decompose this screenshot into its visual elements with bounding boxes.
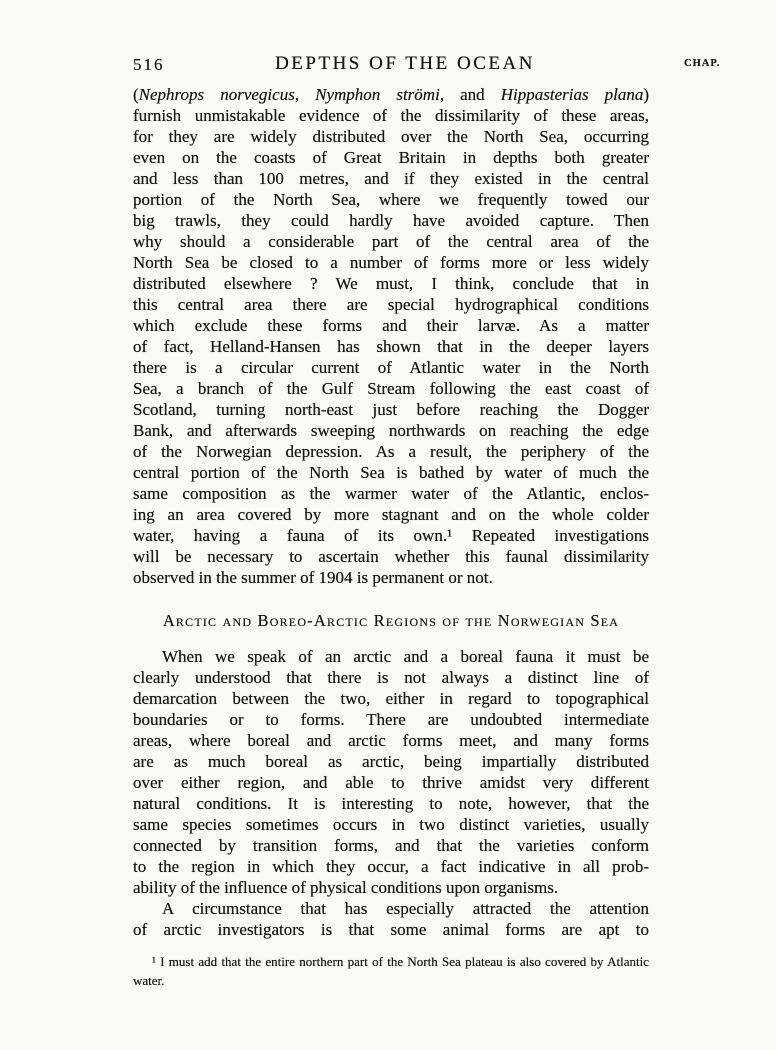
text-line: natural conditions. It is interesting to note, however, that the xyxy=(133,794,649,813)
chapter-label: CHAP. xyxy=(684,58,721,69)
text-line: of the Norwegian depression. As a result, the periphery of the xyxy=(133,442,649,461)
text-line: same composition as the warmer water of the Atlantic, enclos- xyxy=(133,484,649,503)
text-block xyxy=(133,84,649,990)
paragraph-arctic-boreal xyxy=(133,646,649,898)
section-heading: Arctic and Boreo-Arctic Regions of the Norwegian Sea xyxy=(162,611,620,630)
text-line: of arctic investigators is that some animal forms are apt to xyxy=(133,920,649,939)
text-line: clearly understood that there is not always a distinct line of xyxy=(133,668,649,687)
text-line: portion of the North Sea, where we frequently towed our xyxy=(133,190,649,209)
text-line: When we speak of an arctic and a boreal fauna it must be xyxy=(162,647,649,666)
species-name-1: Nephrops norvegicus xyxy=(138,85,295,104)
text-line: will be necessary to ascertain whether this faunal dissimilarity xyxy=(133,547,649,566)
text-line: and less than 100 metres, and if they existed in the central xyxy=(133,169,649,188)
paragraph-circumstance xyxy=(133,898,649,940)
text-line: which exclude these forms and their larvæ. As a matter xyxy=(133,316,649,335)
text-line: for they are widely distributed over the North Sea, occurring xyxy=(133,127,649,146)
text-line: water, having a fauna of its own.¹ Repeated investigations xyxy=(133,526,649,545)
close-paren: ) xyxy=(643,85,650,104)
text-line: areas, where boreal and arctic forms meet, and many forms xyxy=(133,731,649,750)
separator-1: , xyxy=(294,85,316,104)
text-line: furnish unmistakable evidence of the dissimilarity of these areas, xyxy=(133,106,649,125)
text-line: of fact, Helland-Hansen has shown that in the deeper layers xyxy=(133,337,649,356)
text-line: why should a considerable part of the central area of the xyxy=(133,232,649,251)
text-line: ¹ I must add that the entire northern part of the North Sea plateau is also covered by Atlantic xyxy=(152,954,649,969)
text-line: even on the coasts of Great Britain in depths both greater xyxy=(133,148,649,167)
page-number: 516 xyxy=(133,55,165,74)
text-line: to the region in which they occur, a fact indicative in all prob- xyxy=(133,857,649,876)
text-line: same species sometimes occurs in two distinct varieties, usually xyxy=(133,815,649,834)
text-line: boundaries or to forms. There are undoubted intermediate xyxy=(133,710,649,729)
text-line: Scotland, turning north-east just before reaching the Dogger xyxy=(133,400,649,419)
text-line: there is a circular current of Atlantic water in the North xyxy=(133,358,649,377)
text-line: ability of the influence of physical conditions upon organisms. xyxy=(133,878,559,897)
text-line: distributed elsewhere ? We must, I think, conclude that in xyxy=(133,274,649,293)
running-title: DEPTHS OF THE OCEAN xyxy=(275,53,535,74)
text-line: A circumstance that has especially attracted the attention xyxy=(162,899,649,918)
text-line: are as much boreal as arctic, being impartially distributed xyxy=(133,752,649,771)
text-line: Sea, a branch of the Gulf Stream following the east coast of xyxy=(133,379,649,398)
text-line: water. xyxy=(133,972,165,988)
text-line: Bank, and afterwards sweeping northwards on reaching the edge xyxy=(133,421,649,440)
species-name-3: Hippasterias plana xyxy=(500,85,644,104)
species-line xyxy=(133,84,649,105)
text-line: observed in the summer of 1904 is permanent or not. xyxy=(133,568,493,587)
running-head xyxy=(0,0,776,80)
text-line: big trawls, they could hardly have avoided capture. Then xyxy=(133,211,649,230)
text-line: over either region, and able to thrive amidst very different xyxy=(133,773,649,792)
text-line: connected by transition forms, and that the varieties conform xyxy=(133,836,649,855)
text-line: ing an area covered by more stagnant and on the whole colder xyxy=(133,505,649,524)
text-line: demarcation between the two, either in regard to topographical xyxy=(133,689,649,708)
text-line: North Sea be closed to a number of forms more or less widely xyxy=(133,253,649,272)
separator-2: , and xyxy=(439,85,501,104)
footnote xyxy=(133,953,649,990)
open-paren: ( xyxy=(133,85,139,104)
text-line: central portion of the North Sea is bathed by water of much the xyxy=(133,463,649,482)
text-line: this central area there are special hydrographical conditions xyxy=(133,295,649,314)
paragraph-north-sea xyxy=(133,84,649,588)
species-name-2: Nymphon strömi xyxy=(315,85,440,104)
